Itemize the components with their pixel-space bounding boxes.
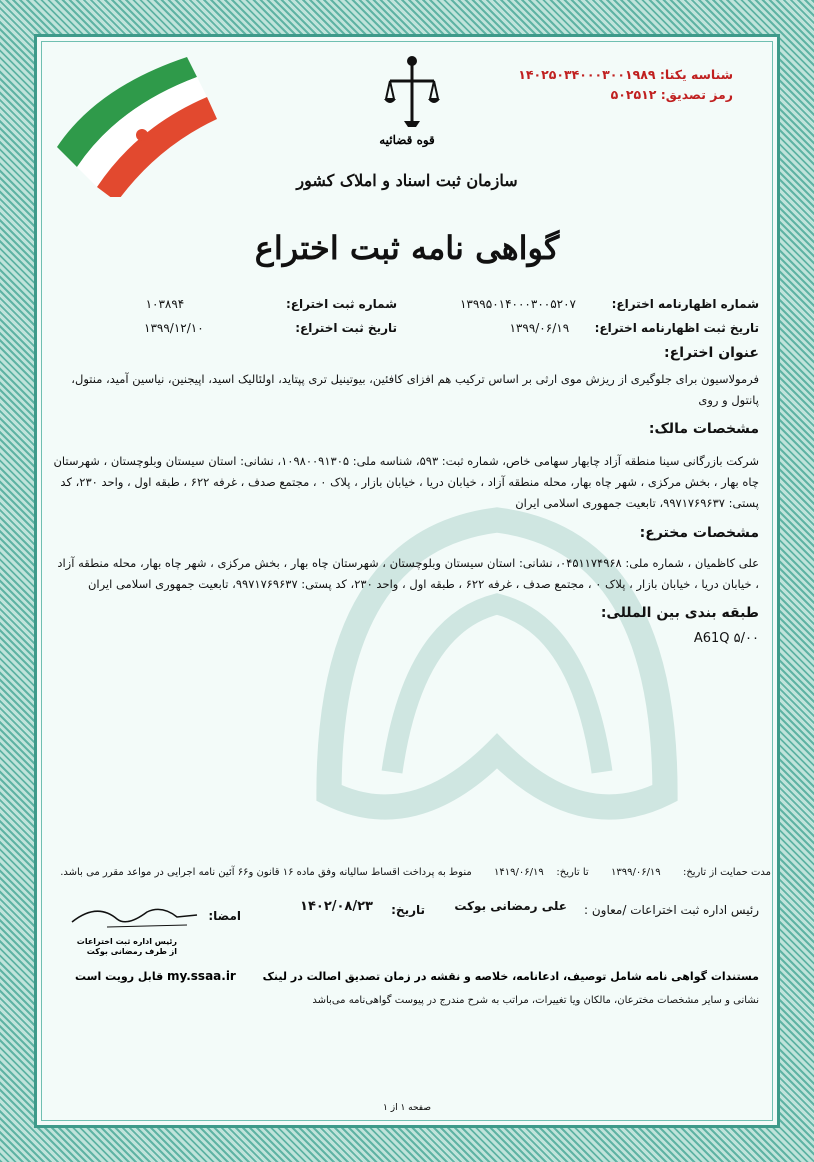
inventor-heading: مشخصات مخترع: [639,525,759,541]
docs-note-line [39,969,759,983]
reg-date: ۱۳۹۹/۱۲/۱۰ [144,321,204,335]
verify-code-line [433,87,733,102]
link-suffix: قابل رویت است [75,970,164,983]
verify-code-label: رمز تصدیق: [660,87,733,102]
protection-until-label: تا تاریخ: [556,867,589,878]
protection-note: منوط به پرداخت اقساط سالیانه وفق ماده ۱۶ قانون و۶۶ آئین نامه اجرایی در مواعد مقرر می باشد. [60,867,472,878]
decl-date-line [399,317,759,336]
protection-from: ۱۳۹۹/۰۶/۱۹ [610,867,661,878]
changes-note: نشانی و سایر مشخصات مخترعان، مالکان ویا تغییرات، مراتب به شرح مندرج در پیوست گواهی‌نامه می‌باشد [312,995,759,1006]
protection-from-label: مدت حمایت از تاریخ: [682,867,771,878]
judiciary-scales-icon [382,51,442,131]
date-label: تاریخ: [391,903,425,917]
decl-no-line [399,293,759,312]
reg-no-label: شماره ثبت اختراع: [285,297,397,311]
protection-to: ۱۴۱۹/۰۶/۱۹ [493,867,544,878]
owner-text: شرکت بازرگانی سینا منطقه آزاد چابهار سهامی خاص، شماره ثبت: ۵۹۳، شناسه ملی: ۱۰۹۸۰۰۹۱۳۰۵، نشانی: استان سیستان وبلوچستان ، شهرستان چاه بهار ، بخش مرکزی ، شهر چاه بهار، محله منطقه آزاد ، خیابان دریا ، خیابان بازار ، پلاک ۰ ، مجتمع صدف ، غرفه ۶۲۲ ، طبقه اول ، واحد ۲۳۰، کد پستی: ۹۹۷۱۷۶۹۶۳۷، تابعیت جمهوری اسلامی ایران [53,454,759,510]
protection-line [35,867,771,878]
office-head-name: علی رمضانی بوکت [454,899,567,913]
reg-no: ۱۰۳۸۹۴ [145,297,185,311]
document-title: گواهی نامه ثبت اختراع [254,229,560,267]
classification-heading: طبقه بندی بین المللی: [600,605,759,621]
signature-image [67,897,207,937]
signature-label: امضا: [208,909,241,923]
verify-code: ۵۰۲۵۱۲ [610,87,657,102]
watermark-emblem [287,457,707,877]
stamp-line-2: از طرف رمضانی بوکت [86,947,177,956]
stamp-line-1: رئیس اداره ثبت اختراعات [76,937,177,946]
reg-date-label: تاریخ ثبت اختراع: [295,321,397,335]
invention-title-heading: عنوان اختراع: [664,345,759,361]
invention-title-text: فرمولاسیون برای جلوگیری از ریزش موی ارثی بر اساس ترکیب هم افزای کافئین، بیوتینیل تری پپتاید، اولئالیک اسید، اپیجنین، نیاسین آمید، منتول، پانتول و روی [71,372,759,407]
decl-date-label: تاریخ ثبت اظهارنامه اختراع: [594,321,759,335]
reg-no-line [67,293,397,312]
decl-no-label: شماره اظهارنامه اختراع: [611,297,759,311]
ssaa-link[interactable]: my.ssaa.ir [167,969,236,983]
date-value: ۱۴۰۲/۰۸/۲۳ [300,899,373,914]
unique-id-label: شناسه یکتا: [659,67,733,82]
decl-date: ۱۳۹۹/۰۶/۱۹ [509,321,570,335]
inventor-text: علی کاظمیان ، شماره ملی: ۰۴۵۱۱۷۴۹۶۸، نشانی: استان سیستان وبلوچستان ، شهرستان چاه بهار ، بخش مرکزی ، شهر چاه بهار، محله منطقه آزاد ، خیابان دریا ، خیابان بازار ، پلاک ۰ ، مجتمع صدف ، غرفه ۶۲۲ ، طبقه اول ، واحد ۲۳۰، کد پستی: ۹۹۷۱۷۶۹۶۳۷، تابعیت جمهوری اسلامی ایران [57,556,759,591]
docs-note: مستندات گواهی نامه شامل توصیف، ادعانامه، خلاصه و نقشه در زمان تصدیق اصالت در لینک [262,970,759,983]
iran-flag-ribbon [37,37,227,197]
page-number: صفحه ۱ از ۱ [383,1103,431,1113]
owner-heading: مشخصات مالک: [648,421,759,437]
judiciary-label: قوه قضائیه [379,133,435,147]
classification-code: A61Q ۵/۰۰ [693,631,759,646]
reg-date-line [67,317,397,336]
organization-name: سازمان ثبت اسناد و املاک کشور [296,171,518,190]
unique-id-line [433,67,733,82]
office-head-label: رئیس اداره ثبت اختراعات /معاون : [584,903,759,917]
decl-no: ۱۳۹۹۵۰۱۴۰۰۰۳۰۰۵۲۰۷ [459,297,576,311]
certificate-body [34,34,780,1128]
signature-stamp [57,937,177,957]
unique-id: ۱۴۰۲۵۰۳۴۰۰۰۳۰۰۱۹۸۹ [518,67,656,82]
